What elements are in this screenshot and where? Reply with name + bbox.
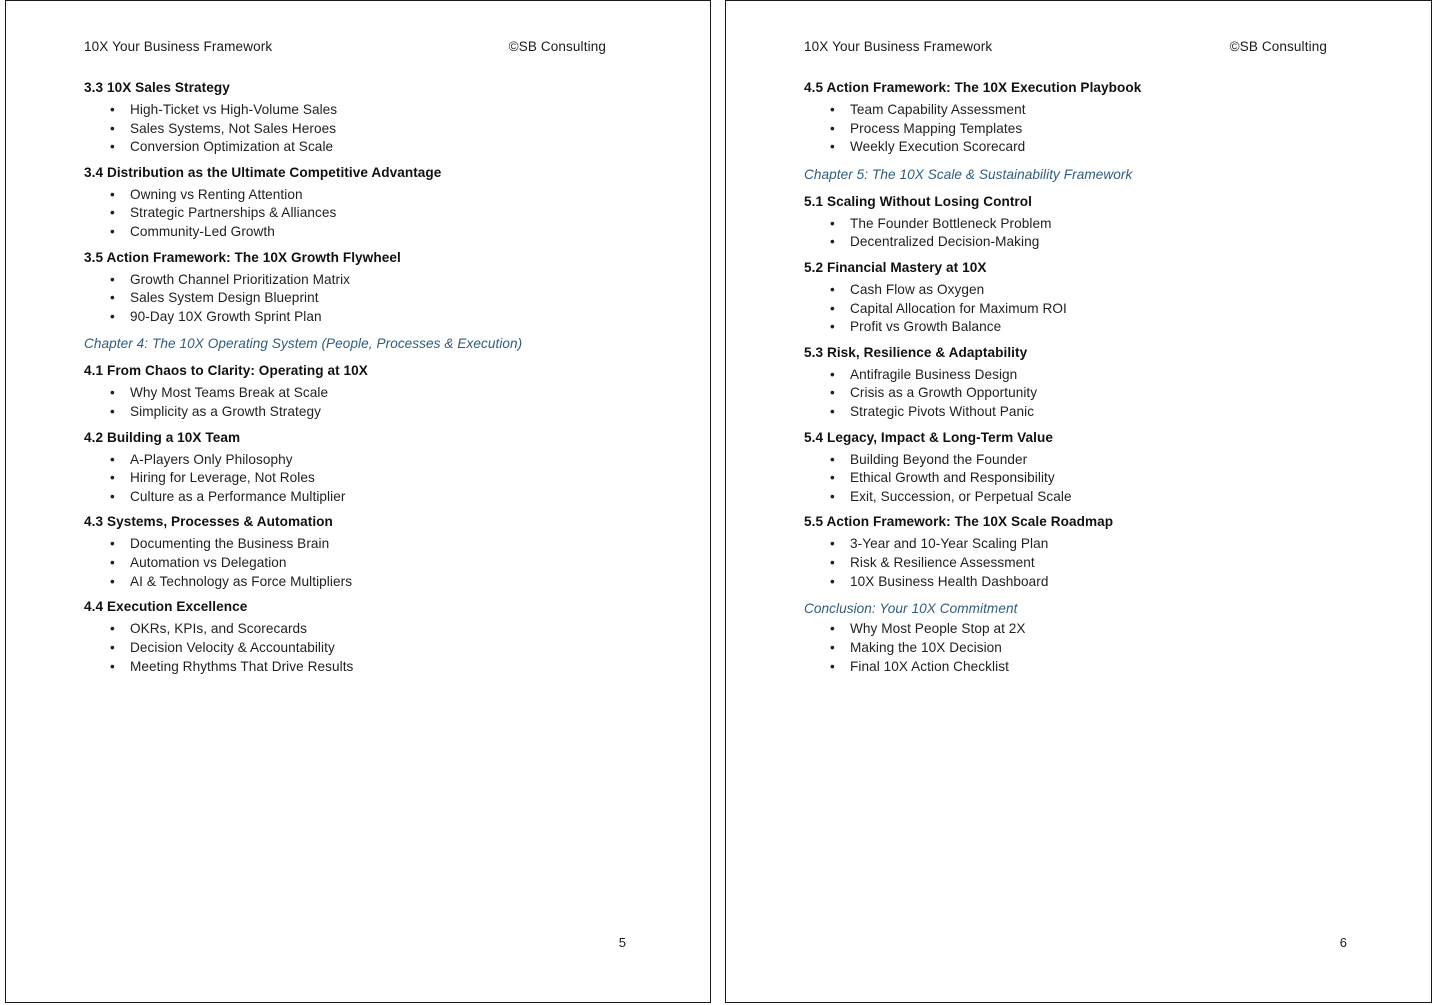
bullet-icon: • xyxy=(830,234,835,250)
toc-entry xyxy=(84,243,650,266)
toc-entry xyxy=(804,452,1371,468)
toc-bullet-item[interactable] xyxy=(84,404,650,420)
bullet-icon: • xyxy=(110,205,115,221)
toc-entry xyxy=(804,659,1371,675)
toc-bullet-item[interactable] xyxy=(804,234,1371,250)
toc-section-heading[interactable]: 3.4 Distribution as the Ultimate Competitive Advantage xyxy=(84,164,442,180)
toc-entry xyxy=(84,452,650,468)
toc-bullet-item[interactable] xyxy=(84,187,650,203)
toc-section-heading[interactable]: 4.3 Systems, Processes & Automation xyxy=(84,514,333,530)
toc-section-heading[interactable]: 4.5 Action Framework: The 10X Execution Playbook xyxy=(804,80,1142,95)
toc-bullet-label: The Founder Bottleneck Problem xyxy=(850,215,1052,231)
toc-bullet-item[interactable] xyxy=(84,452,650,468)
toc-bullet-label: AI & Technology as Force Multipliers xyxy=(130,573,353,589)
toc-entry xyxy=(804,404,1371,420)
toc-bullet-item[interactable] xyxy=(804,555,1371,571)
toc-bullet-label: Strategic Partnerships & Alliances xyxy=(130,205,337,221)
bullet-icon: • xyxy=(830,215,835,231)
toc-entry xyxy=(804,536,1371,552)
bullet-icon: • xyxy=(110,404,115,420)
bullet-icon: • xyxy=(110,658,115,674)
bullet-icon: • xyxy=(110,290,115,306)
toc-bullet-label: Process Mapping Templates xyxy=(850,120,1023,136)
toc-bullet-item[interactable] xyxy=(84,309,650,325)
toc-section-heading[interactable]: 5.3 Risk, Resilience & Adaptability xyxy=(804,344,1028,360)
toc-entry xyxy=(84,507,650,530)
toc-entry xyxy=(804,81,1371,96)
toc-entry xyxy=(804,234,1371,250)
toc-entry xyxy=(84,158,650,181)
toc-bullet-item[interactable] xyxy=(84,574,650,590)
toc-bullet-label: Hiring for Leverage, Not Roles xyxy=(130,470,315,486)
toc-bullet-item[interactable] xyxy=(804,367,1371,383)
toc-entry xyxy=(84,423,650,446)
toc-bullet-item[interactable] xyxy=(804,282,1371,298)
bullet-icon: • xyxy=(830,451,835,467)
toc-bullet-item[interactable] xyxy=(84,489,650,505)
toc-section-heading[interactable]: 5.1 Scaling Without Losing Control xyxy=(804,193,1032,209)
toc-entry xyxy=(84,81,650,96)
bullet-icon: • xyxy=(110,186,115,202)
running-head-right xyxy=(804,39,1371,54)
bullet-icon: • xyxy=(110,308,115,324)
toc-bullet-item[interactable] xyxy=(84,659,650,675)
toc-entry xyxy=(804,319,1371,335)
toc-bullet-label: Risk & Resilience Assessment xyxy=(850,555,1035,571)
toc-bullet-item[interactable] xyxy=(84,121,650,137)
page-left xyxy=(5,0,711,1003)
toc-bullet-label: Simplicity as a Growth Strategy xyxy=(130,404,321,420)
toc-bullet-label: Capital Allocation for Maximum ROI xyxy=(850,300,1067,316)
bullet-icon: • xyxy=(830,621,835,637)
toc-bullet-label: Strategic Pivots Without Panic xyxy=(850,404,1035,420)
toc-entry xyxy=(84,187,650,203)
toc-bullet-item[interactable] xyxy=(84,555,650,571)
toc-entry xyxy=(84,659,650,675)
toc-bullet-label: Growth Channel Prioritization Matrix xyxy=(130,271,351,287)
toc-bullet-label: Conversion Optimization at Scale xyxy=(130,139,334,155)
toc-entry xyxy=(84,102,650,118)
toc-section-heading[interactable]: 5.4 Legacy, Impact & Long-Term Value xyxy=(804,429,1053,445)
toc-bullet-item[interactable] xyxy=(84,621,650,637)
toc-section-heading[interactable]: 4.2 Building a 10X Team xyxy=(84,429,241,445)
toc-bullet-item[interactable] xyxy=(84,205,650,221)
toc-entry xyxy=(84,574,650,590)
toc-section-heading[interactable]: 5.5 Action Framework: The 10X Scale Roadmap xyxy=(804,514,1114,530)
toc-bullet-label: Culture as a Performance Multiplier xyxy=(130,488,346,504)
toc-bullet-item[interactable] xyxy=(804,489,1371,505)
toc-entry xyxy=(804,338,1371,361)
toc-bullet-item[interactable] xyxy=(84,385,650,401)
toc-bullet-label: Building Beyond the Founder xyxy=(850,451,1028,467)
toc-list-left xyxy=(84,81,650,935)
toc-bullet-label: Automation vs Delegation xyxy=(130,555,287,571)
toc-entry xyxy=(804,385,1371,401)
bullet-icon: • xyxy=(830,366,835,382)
toc-entry xyxy=(84,621,650,637)
toc-entry xyxy=(84,309,650,325)
toc-bullet-label: Sales Systems, Not Sales Heroes xyxy=(130,120,337,136)
bullet-icon: • xyxy=(830,385,835,401)
toc-bullet-item[interactable] xyxy=(804,470,1371,486)
toc-bullet-item[interactable] xyxy=(84,139,650,155)
toc-bullet-label: Ethical Growth and Responsibility xyxy=(850,470,1055,486)
bullet-icon: • xyxy=(110,639,115,655)
toc-bullet-label: Sales System Design Blueprint xyxy=(130,290,319,306)
running-head-title: 10X Your Business Framework xyxy=(804,39,993,54)
toc-bullet-item[interactable] xyxy=(84,224,650,240)
toc-bullet-label: Community-Led Growth xyxy=(130,224,275,240)
toc-bullet-item[interactable] xyxy=(84,640,650,656)
toc-entry xyxy=(84,470,650,486)
toc-entry xyxy=(84,139,650,155)
toc-bullet-label: 3-Year and 10-Year Scaling Plan xyxy=(850,536,1049,552)
toc-entry xyxy=(84,205,650,221)
page-number-left: 5 xyxy=(618,935,626,950)
toc-bullet-item[interactable] xyxy=(804,574,1371,590)
bullet-icon: • xyxy=(110,451,115,467)
toc-entry xyxy=(84,592,650,615)
toc-chapter-title[interactable]: Conclusion: Your 10X Commitment xyxy=(804,601,1018,617)
toc-entry xyxy=(804,489,1371,505)
bullet-icon: • xyxy=(830,120,835,136)
toc-bullet-label: Weekly Execution Scorecard xyxy=(850,139,1026,155)
toc-bullet-label: A-Players Only Philosophy xyxy=(130,451,293,467)
toc-bullet-label: Cash Flow as Oxygen xyxy=(850,281,985,297)
toc-entry xyxy=(84,555,650,571)
running-head-left xyxy=(84,39,650,54)
toc-bullet-label: High-Ticket vs High-Volume Sales xyxy=(130,101,338,117)
toc-bullet-item[interactable] xyxy=(84,272,650,288)
toc-entry xyxy=(804,216,1371,232)
toc-bullet-label: Decentralized Decision-Making xyxy=(850,234,1040,250)
bullet-icon: • xyxy=(110,470,115,486)
toc-entry xyxy=(84,327,650,352)
bullet-icon: • xyxy=(110,621,115,637)
bullet-icon: • xyxy=(830,536,835,552)
toc-bullet-label: Why Most Teams Break at Scale xyxy=(130,385,329,401)
toc-bullet-label: Antifragile Business Design xyxy=(850,366,1018,382)
toc-entry xyxy=(84,536,650,552)
toc-bullet-label: 10X Business Health Dashboard xyxy=(850,573,1049,589)
toc-entry xyxy=(804,621,1371,637)
bullet-icon: • xyxy=(830,470,835,486)
toc-entry xyxy=(804,282,1371,298)
toc-entry xyxy=(804,301,1371,317)
toc-chapter-title[interactable]: Chapter 5: The 10X Scale & Sustainability Framework xyxy=(804,166,1133,182)
toc-bullet-label: Documenting the Business Brain xyxy=(130,536,330,552)
toc-bullet-item[interactable] xyxy=(804,216,1371,232)
toc-bullet-item[interactable] xyxy=(804,139,1371,155)
toc-bullet-item[interactable] xyxy=(804,659,1371,675)
toc-bullet-label: 90-Day 10X Growth Sprint Plan xyxy=(130,308,322,324)
page-right xyxy=(725,0,1432,1003)
toc-entry xyxy=(804,139,1371,155)
running-head-title: 10X Your Business Framework xyxy=(84,39,273,54)
toc-bullet-label: Meeting Rhythms That Drive Results xyxy=(130,658,354,674)
toc-bullet-item[interactable] xyxy=(84,536,650,552)
bullet-icon: • xyxy=(110,101,115,117)
toc-entry xyxy=(804,555,1371,571)
toc-bullet-item[interactable] xyxy=(804,385,1371,401)
toc-entry xyxy=(804,102,1371,118)
toc-entry xyxy=(804,507,1371,530)
toc-bullet-label: Final 10X Action Checklist xyxy=(850,658,1009,674)
toc-bullet-label: Team Capability Assessment xyxy=(850,101,1026,117)
bullet-icon: • xyxy=(830,319,835,335)
toc-section-heading[interactable]: 3.5 Action Framework: The 10X Growth Flywheel xyxy=(84,249,401,265)
toc-bullet-item[interactable] xyxy=(804,121,1371,137)
toc-bullet-label: Making the 10X Decision xyxy=(850,639,1002,655)
toc-entry xyxy=(804,592,1371,617)
bullet-icon: • xyxy=(830,101,835,117)
bullet-icon: • xyxy=(830,300,835,316)
toc-bullet-item[interactable] xyxy=(84,102,650,118)
toc-entry xyxy=(84,385,650,401)
bullet-icon: • xyxy=(110,385,115,401)
bullet-icon: • xyxy=(830,639,835,655)
toc-bullet-item[interactable] xyxy=(84,470,650,486)
toc-entry xyxy=(84,356,650,379)
toc-bullet-label: Profit vs Growth Balance xyxy=(850,319,1002,335)
toc-section-heading[interactable]: 3.3 10X Sales Strategy xyxy=(84,80,230,95)
toc-section-heading[interactable]: 4.4 Execution Excellence xyxy=(84,599,248,615)
bullet-icon: • xyxy=(830,555,835,571)
bullet-icon: • xyxy=(830,281,835,297)
toc-entry xyxy=(804,367,1371,383)
page-number-right: 6 xyxy=(1339,935,1347,950)
toc-entry xyxy=(84,224,650,240)
toc-entry xyxy=(804,574,1371,590)
toc-bullet-item[interactable] xyxy=(804,452,1371,468)
toc-entry xyxy=(804,470,1371,486)
toc-bullet-item[interactable] xyxy=(804,102,1371,118)
toc-bullet-label: Crisis as a Growth Opportunity xyxy=(850,385,1038,401)
toc-entry xyxy=(804,423,1371,446)
toc-bullet-item[interactable] xyxy=(804,404,1371,420)
toc-entry xyxy=(804,640,1371,656)
toc-entry xyxy=(804,158,1371,183)
toc-list-right xyxy=(804,81,1371,935)
toc-bullet-label: Exit, Succession, or Perpetual Scale xyxy=(850,488,1072,504)
toc-entry xyxy=(84,404,650,420)
toc-chapter-title[interactable]: Chapter 4: The 10X Operating System (People, Processes & Execution) xyxy=(84,336,523,352)
toc-entry xyxy=(804,121,1371,137)
bullet-icon: • xyxy=(110,224,115,240)
bullet-icon: • xyxy=(110,573,115,589)
bullet-icon: • xyxy=(110,536,115,552)
toc-bullet-item[interactable] xyxy=(84,290,650,306)
running-head-copyright: ©SB Consulting xyxy=(1229,39,1327,54)
toc-entry xyxy=(84,272,650,288)
toc-entry xyxy=(84,121,650,137)
page-right-content xyxy=(726,1,1431,935)
toc-entry xyxy=(84,640,650,656)
bullet-icon: • xyxy=(110,120,115,136)
toc-section-heading[interactable]: 4.1 From Chaos to Clarity: Operating at 10X xyxy=(84,363,368,379)
toc-entry xyxy=(804,187,1371,210)
bullet-icon: • xyxy=(830,139,835,155)
bullet-icon: • xyxy=(830,573,835,589)
toc-entry xyxy=(84,290,650,306)
bullet-icon: • xyxy=(830,488,835,504)
page-left-content xyxy=(6,1,710,935)
bullet-icon: • xyxy=(110,139,115,155)
toc-bullet-item[interactable] xyxy=(804,536,1371,552)
toc-bullet-item[interactable] xyxy=(804,621,1371,637)
toc-bullet-item[interactable] xyxy=(804,640,1371,656)
bullet-icon: • xyxy=(110,271,115,287)
toc-bullet-label: Owning vs Renting Attention xyxy=(130,186,303,202)
bullet-icon: • xyxy=(110,555,115,571)
toc-entry xyxy=(84,489,650,505)
toc-bullet-item[interactable] xyxy=(804,301,1371,317)
toc-bullet-label: OKRs, KPIs, and Scorecards xyxy=(130,621,308,637)
bullet-icon: • xyxy=(830,658,835,674)
bullet-icon: • xyxy=(110,488,115,504)
bullet-icon: • xyxy=(830,404,835,420)
running-head-copyright: ©SB Consulting xyxy=(508,39,606,54)
toc-entry xyxy=(804,253,1371,276)
toc-bullet-label: Decision Velocity & Accountability xyxy=(130,639,335,655)
toc-bullet-label: Why Most People Stop at 2X xyxy=(850,621,1026,637)
toc-section-heading[interactable]: 5.2 Financial Mastery at 10X xyxy=(804,259,987,275)
toc-bullet-item[interactable] xyxy=(804,319,1371,335)
